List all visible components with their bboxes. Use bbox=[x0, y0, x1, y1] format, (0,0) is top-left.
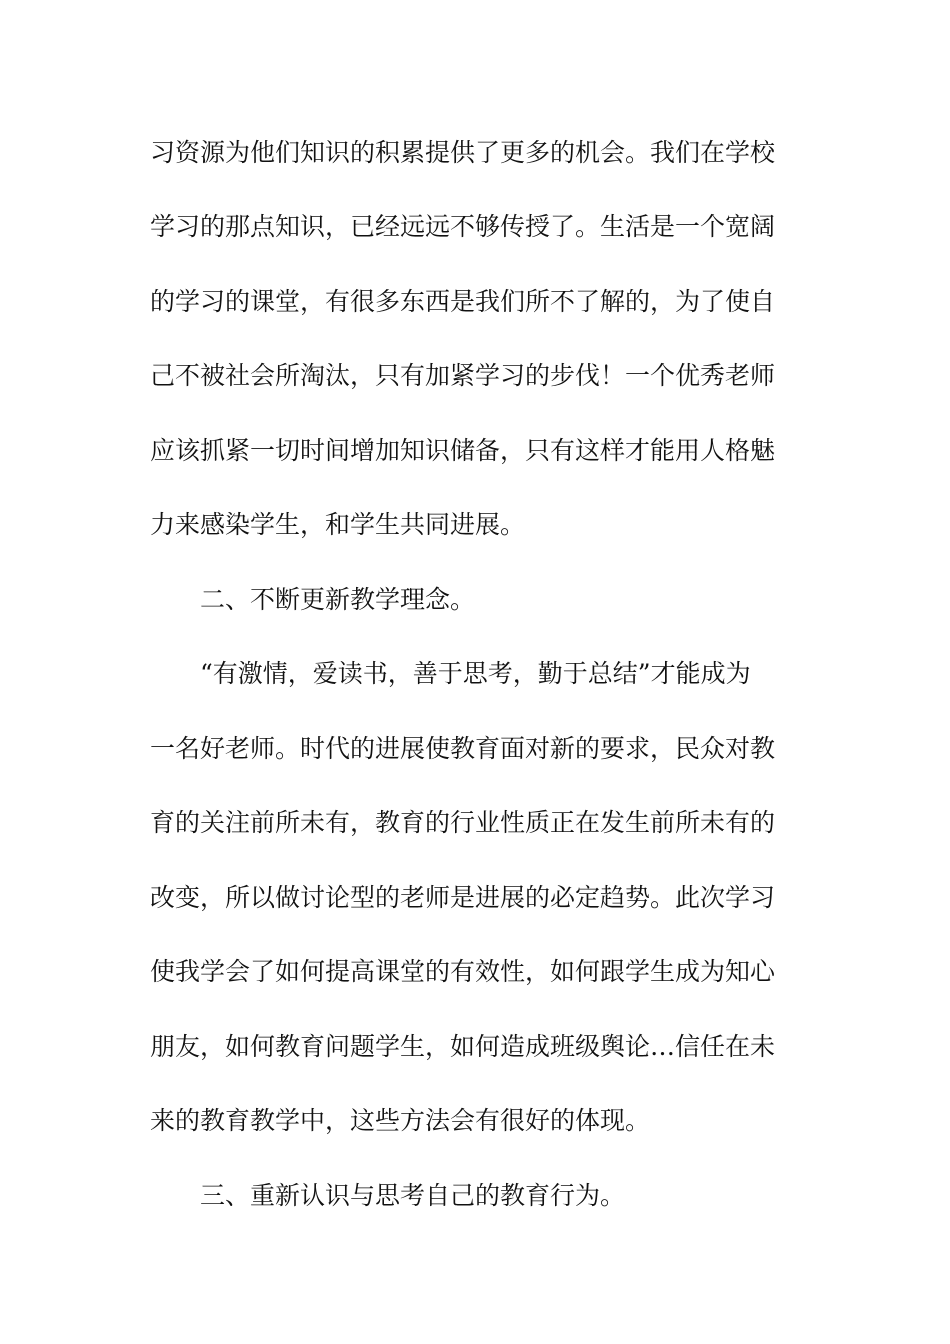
text-line: “有激情，爱读书，善于思考，勤于总结”才能成为 bbox=[200, 659, 751, 688]
text-line: 使我学会了如何提高课堂的有效性，如何跟学生成为知心 bbox=[150, 957, 776, 986]
text-line: 育的关注前所未有，教育的行业性质正在发生前所未有的 bbox=[150, 808, 776, 837]
text-line: 改变，所以做讨论型的老师是进展的必定趋势。此次学习 bbox=[150, 883, 776, 912]
text-line: 习资源为他们知识的积累提供了更多的机会。我们在学校 bbox=[150, 138, 776, 167]
section-heading-3: 三、重新认识与思考自己的教育行为。 bbox=[200, 1181, 626, 1210]
text-line: 应该抓紧一切时间增加知识储备，只有这样才能用人格魅 bbox=[150, 436, 776, 465]
text-line: 学习的那点知识，已经远远不够传授了。生活是一个宽阔 bbox=[150, 212, 776, 241]
text-line: 的学习的课堂，有很多东西是我们所不了解的，为了使自 bbox=[150, 287, 776, 316]
section-heading-2: 二、不断更新教学理念。 bbox=[200, 585, 476, 614]
text-line: 己不被社会所淘汰，只有加紧学习的步伐！一个优秀老师 bbox=[150, 361, 776, 390]
text-line: 一名好老师。时代的进展使教育面对新的要求，民众对教 bbox=[150, 734, 776, 763]
text-line: 朋友，如何教育问题学生，如何造成班级舆论…信任在未 bbox=[150, 1032, 776, 1061]
text-line: 力来感染学生，和学生共同进展。 bbox=[150, 510, 526, 539]
text-line: 来的教育教学中，这些方法会有很好的体现。 bbox=[150, 1106, 651, 1135]
